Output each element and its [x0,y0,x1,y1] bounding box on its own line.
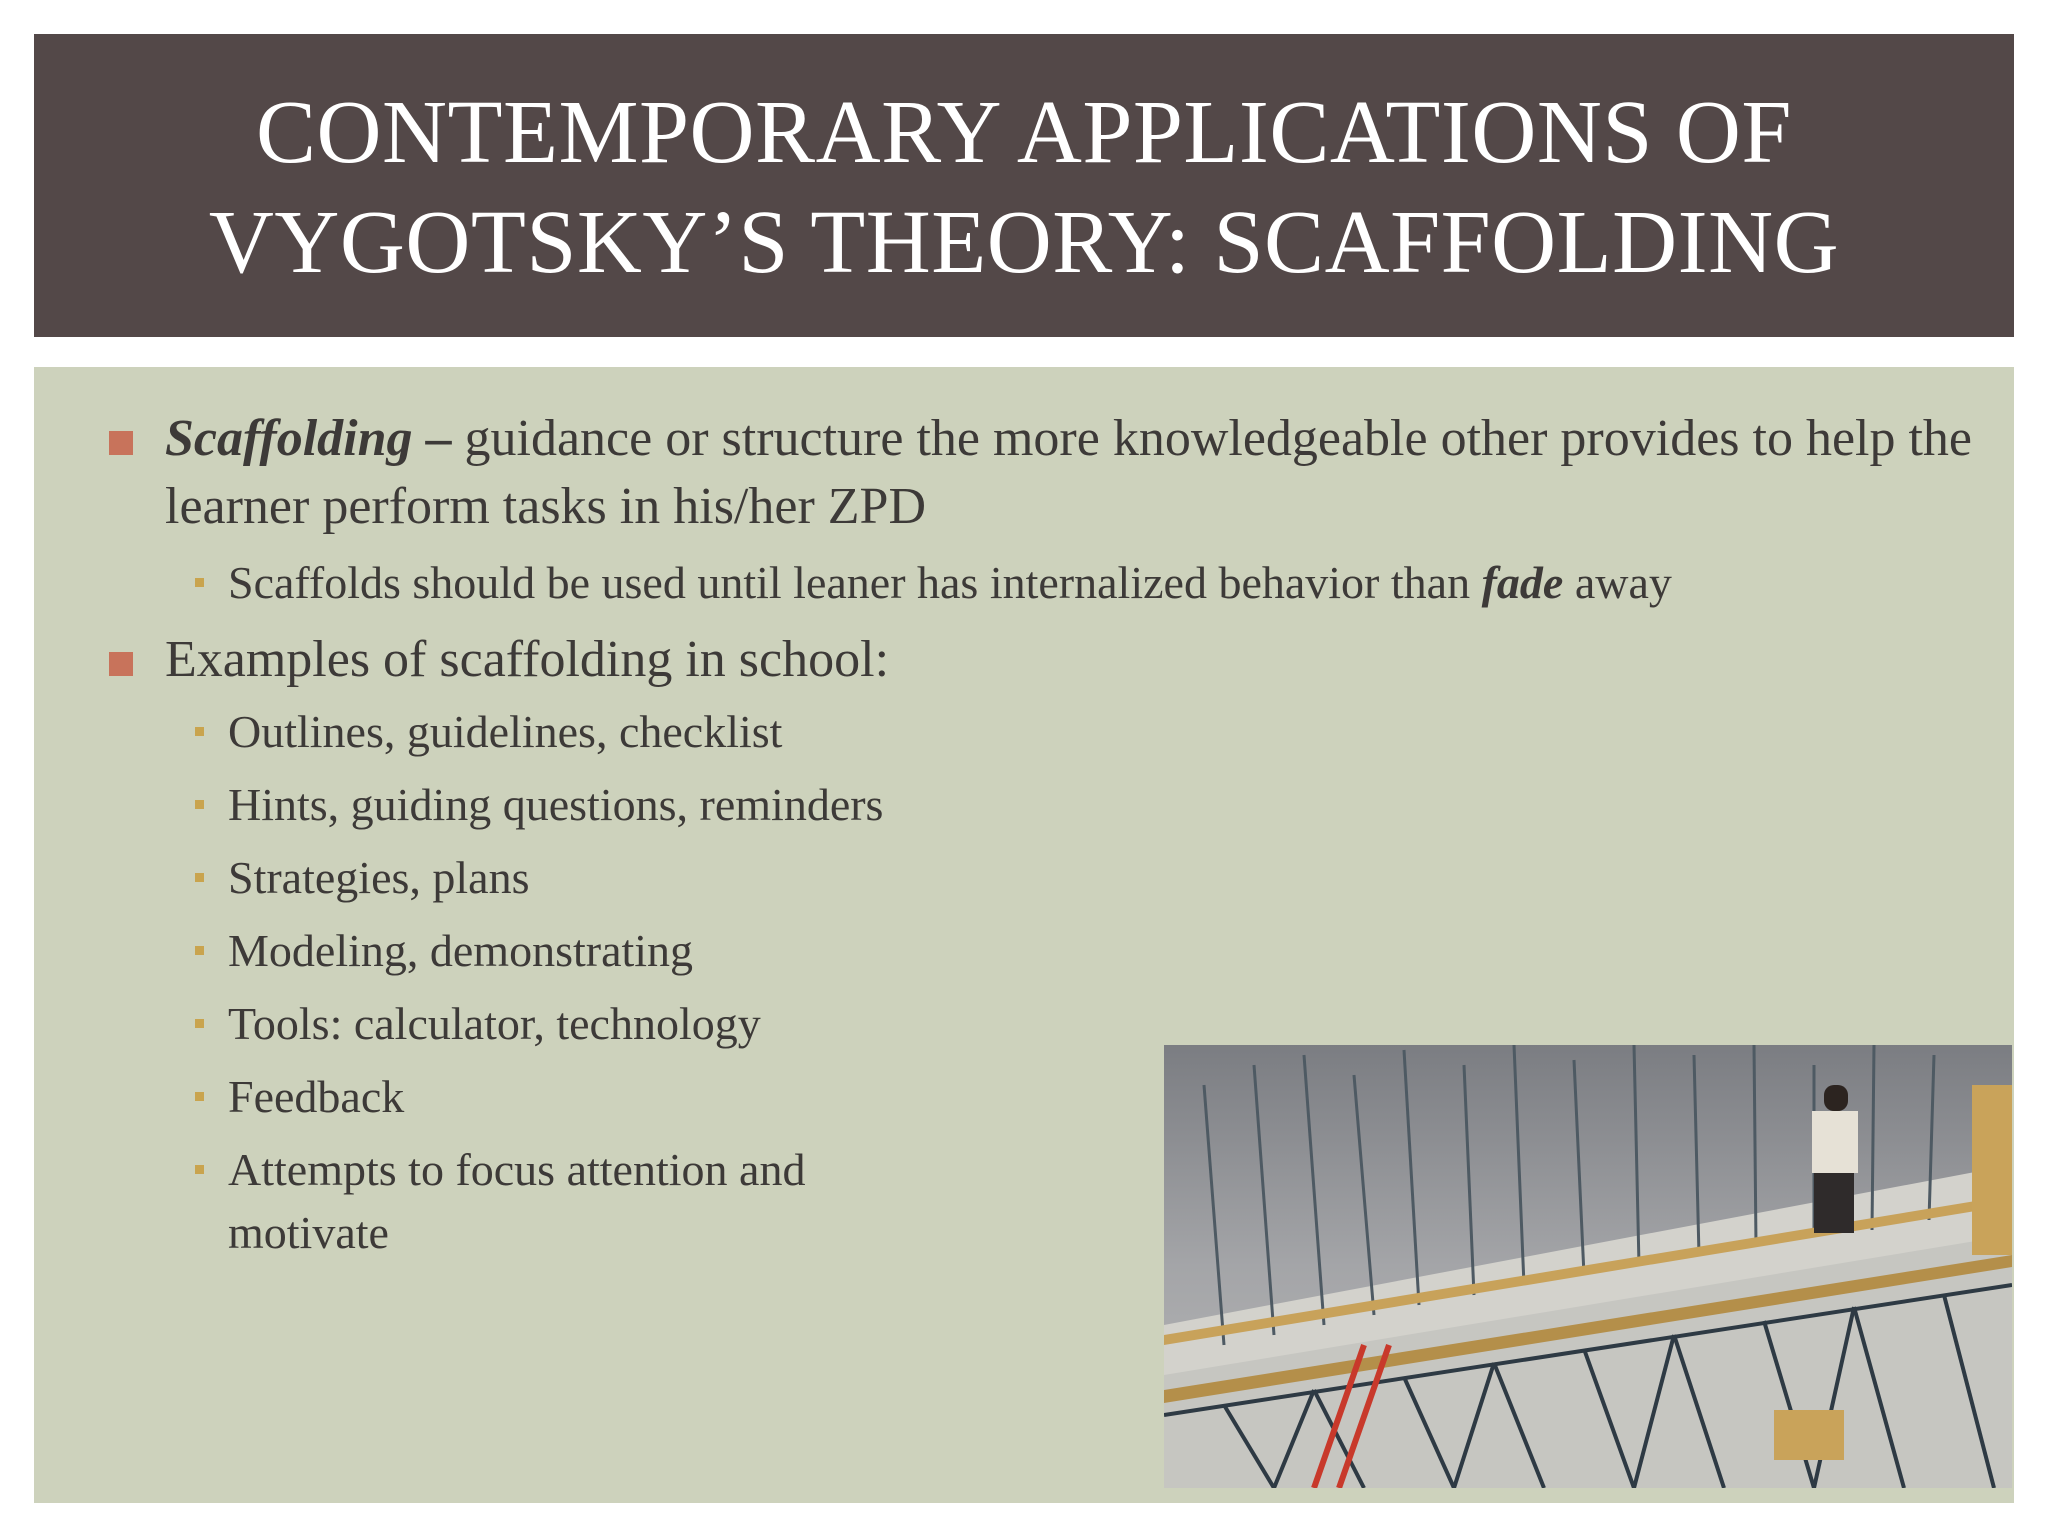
small-square-bullet-icon [195,578,204,587]
bullet-examples-heading [34,626,1994,694]
small-square-bullet-icon [195,1165,204,1174]
term-scaffolding: Scaffolding [165,410,413,467]
small-square-bullet-icon [195,1092,204,1101]
worker-head [1824,1085,1848,1111]
fade-text-before: Scaffolds should be used until leaner has internalized behavior than [228,557,1482,608]
scaffolding-illustration [1164,1045,2012,1488]
example-item [34,846,1994,909]
bullet-scaffolding-definition [34,405,1994,541]
examples-label: Examples of scaffolding in school: [165,631,890,688]
example-item-text: Modeling, demonstrating [228,925,694,976]
worker-legs [1814,1173,1854,1233]
sub-bullet-fade [34,551,1994,614]
example-item-text: Tools: calculator, technology [228,998,761,1049]
worker-body [1812,1111,1858,1173]
small-square-bullet-icon [195,800,204,809]
example-item-text: Hints, guiding questions, reminders [228,779,884,830]
example-item-text: Strategies, plans [228,852,530,903]
example-item-text: Attempts to focus attention and motivate [228,1144,806,1258]
example-item [34,919,1994,982]
example-item-text: Outlines, guidelines, checklist [228,706,783,757]
term-dash: – [412,410,465,467]
example-item-text: Feedback [228,1071,405,1122]
scaffolding-construction-photo [1164,1045,2012,1488]
small-square-bullet-icon [195,727,204,736]
title-bar [34,34,2014,337]
square-bullet-icon [109,431,133,455]
slide-title [209,78,1839,298]
title-line-2: VYGOTSKY’S THEORY: SCAFFOLDING [208,192,1840,292]
example-item [34,773,1994,836]
small-square-bullet-icon [195,1019,204,1028]
small-square-bullet-icon [195,946,204,955]
definition-text: guidance or structure the more knowledgeable other provides to help the learner perform tasks in his/her ZPD [165,410,1973,535]
small-square-bullet-icon [195,873,204,882]
square-bullet-icon [109,652,133,676]
fade-emphasis: fade [1481,557,1564,608]
fade-text-after: away [1563,557,1672,608]
title-line-1: CONTEMPORARY APPLICATIONS OF [256,82,1792,182]
example-item [34,700,1994,763]
